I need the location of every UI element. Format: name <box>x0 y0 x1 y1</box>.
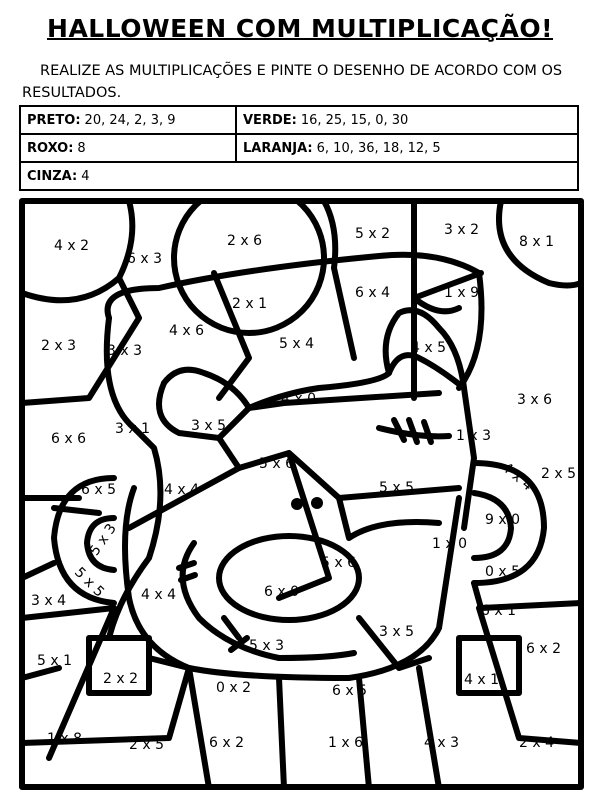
problem-25: 5 x 5 <box>379 480 414 496</box>
legend-roxo <box>19 133 237 163</box>
legend-laranja-values: 6, 10, 36, 18, 12, 5 <box>316 140 441 156</box>
problem-15: 4 x 0 <box>281 391 316 407</box>
legend-preto-label: PRETO: <box>27 112 81 128</box>
frankenstein-drawing <box>19 198 584 790</box>
problem-28: 5 x 3 <box>86 520 120 559</box>
coloring-picture <box>19 198 584 790</box>
problem-37: 5 x 3 <box>249 638 284 654</box>
problem-50: 2 x 4 <box>519 735 554 751</box>
problem-33: 3 x 4 <box>31 593 66 609</box>
problem-1: 4 x 2 <box>54 238 89 254</box>
legend-laranja <box>235 133 579 163</box>
problem-6: 8 x 1 <box>519 234 554 250</box>
problem-20: 1 x 3 <box>456 428 491 444</box>
nose <box>219 536 359 620</box>
problem-36: 6 x 1 <box>481 603 516 619</box>
legend-roxo-values: 8 <box>77 140 86 156</box>
page-title: HALLOWEEN COM MULTIPLICAÇÃO! <box>47 14 553 43</box>
legend-verde-label: VERDE: <box>243 112 297 128</box>
problem-9: 1 x 9 <box>444 285 479 301</box>
problem-12: 4 x 6 <box>169 323 204 339</box>
problem-47: 6 x 2 <box>209 735 244 751</box>
problem-48: 1 x 6 <box>328 735 363 751</box>
legend-preto-values: 20, 24, 2, 3, 9 <box>84 112 176 128</box>
problem-43: 6 x 5 <box>332 683 367 699</box>
legend-preto <box>19 105 237 135</box>
problem-29: 5 x 6 <box>321 555 356 571</box>
problem-14: 4 x 5 <box>411 340 446 356</box>
legend-verde-values: 16, 25, 15, 0, 30 <box>300 112 409 128</box>
problem-8: 6 x 4 <box>355 285 390 301</box>
problem-3: 2 x 6 <box>227 233 262 249</box>
legend-verde <box>235 105 579 135</box>
problem-13: 5 x 4 <box>279 336 314 352</box>
problem-21: 5 x 6 <box>259 456 294 472</box>
problem-34: 4 x 4 <box>141 587 176 603</box>
problem-22: 2 x 5 <box>541 466 576 482</box>
problem-27: 9 x 0 <box>485 512 520 528</box>
problem-10: 2 x 3 <box>41 338 76 354</box>
problem-24: 4 x 4 <box>164 482 199 498</box>
problem-35: 6 x 0 <box>264 584 299 600</box>
problem-46: 2 x 5 <box>129 737 164 753</box>
problem-19: 3 x 5 <box>191 418 226 434</box>
problem-45: 1 x 8 <box>47 731 82 747</box>
problem-49: 4 x 3 <box>424 735 459 751</box>
problem-11: 3 x 3 <box>107 343 142 359</box>
problem-26: 4 x 4 <box>498 459 536 495</box>
problem-41: 2 x 2 <box>103 671 138 687</box>
legend-cinza-label: CINZA: <box>27 168 78 184</box>
problem-2: 6 x 3 <box>127 251 162 267</box>
problem-16: 3 x 6 <box>517 392 552 408</box>
problem-40: 5 x 1 <box>37 653 72 669</box>
problem-39: 6 x 2 <box>526 641 561 657</box>
problem-17: 6 x 6 <box>51 431 86 447</box>
problem-23: 6 x 5 <box>81 482 116 498</box>
problem-32: 0 x 5 <box>485 564 520 580</box>
problem-38: 3 x 5 <box>379 624 414 640</box>
problem-30: 1 x 0 <box>432 536 467 552</box>
legend-cinza-values: 4 <box>81 168 90 184</box>
left-eye <box>291 498 303 510</box>
problem-5: 3 x 2 <box>444 222 479 238</box>
right-eye <box>311 497 323 509</box>
legend-cinza <box>19 161 579 191</box>
instructions: REALIZE AS MULTIPLICAÇÕES E PINTE O DESENHO DE ACORDO COM OS RESULTADOS. <box>22 63 563 101</box>
problem-42: 0 x 2 <box>216 680 251 696</box>
legend-laranja-label: LARANJA: <box>243 140 313 156</box>
problem-31: 5 x 5 <box>71 564 108 601</box>
legend-roxo-label: ROXO: <box>27 140 74 156</box>
color-legend <box>19 105 579 191</box>
problem-7: 2 x 1 <box>232 296 267 312</box>
problem-18: 3 x 1 <box>115 421 150 437</box>
problem-4: 5 x 2 <box>355 226 390 242</box>
problem-44: 4 x 1 <box>464 672 499 688</box>
